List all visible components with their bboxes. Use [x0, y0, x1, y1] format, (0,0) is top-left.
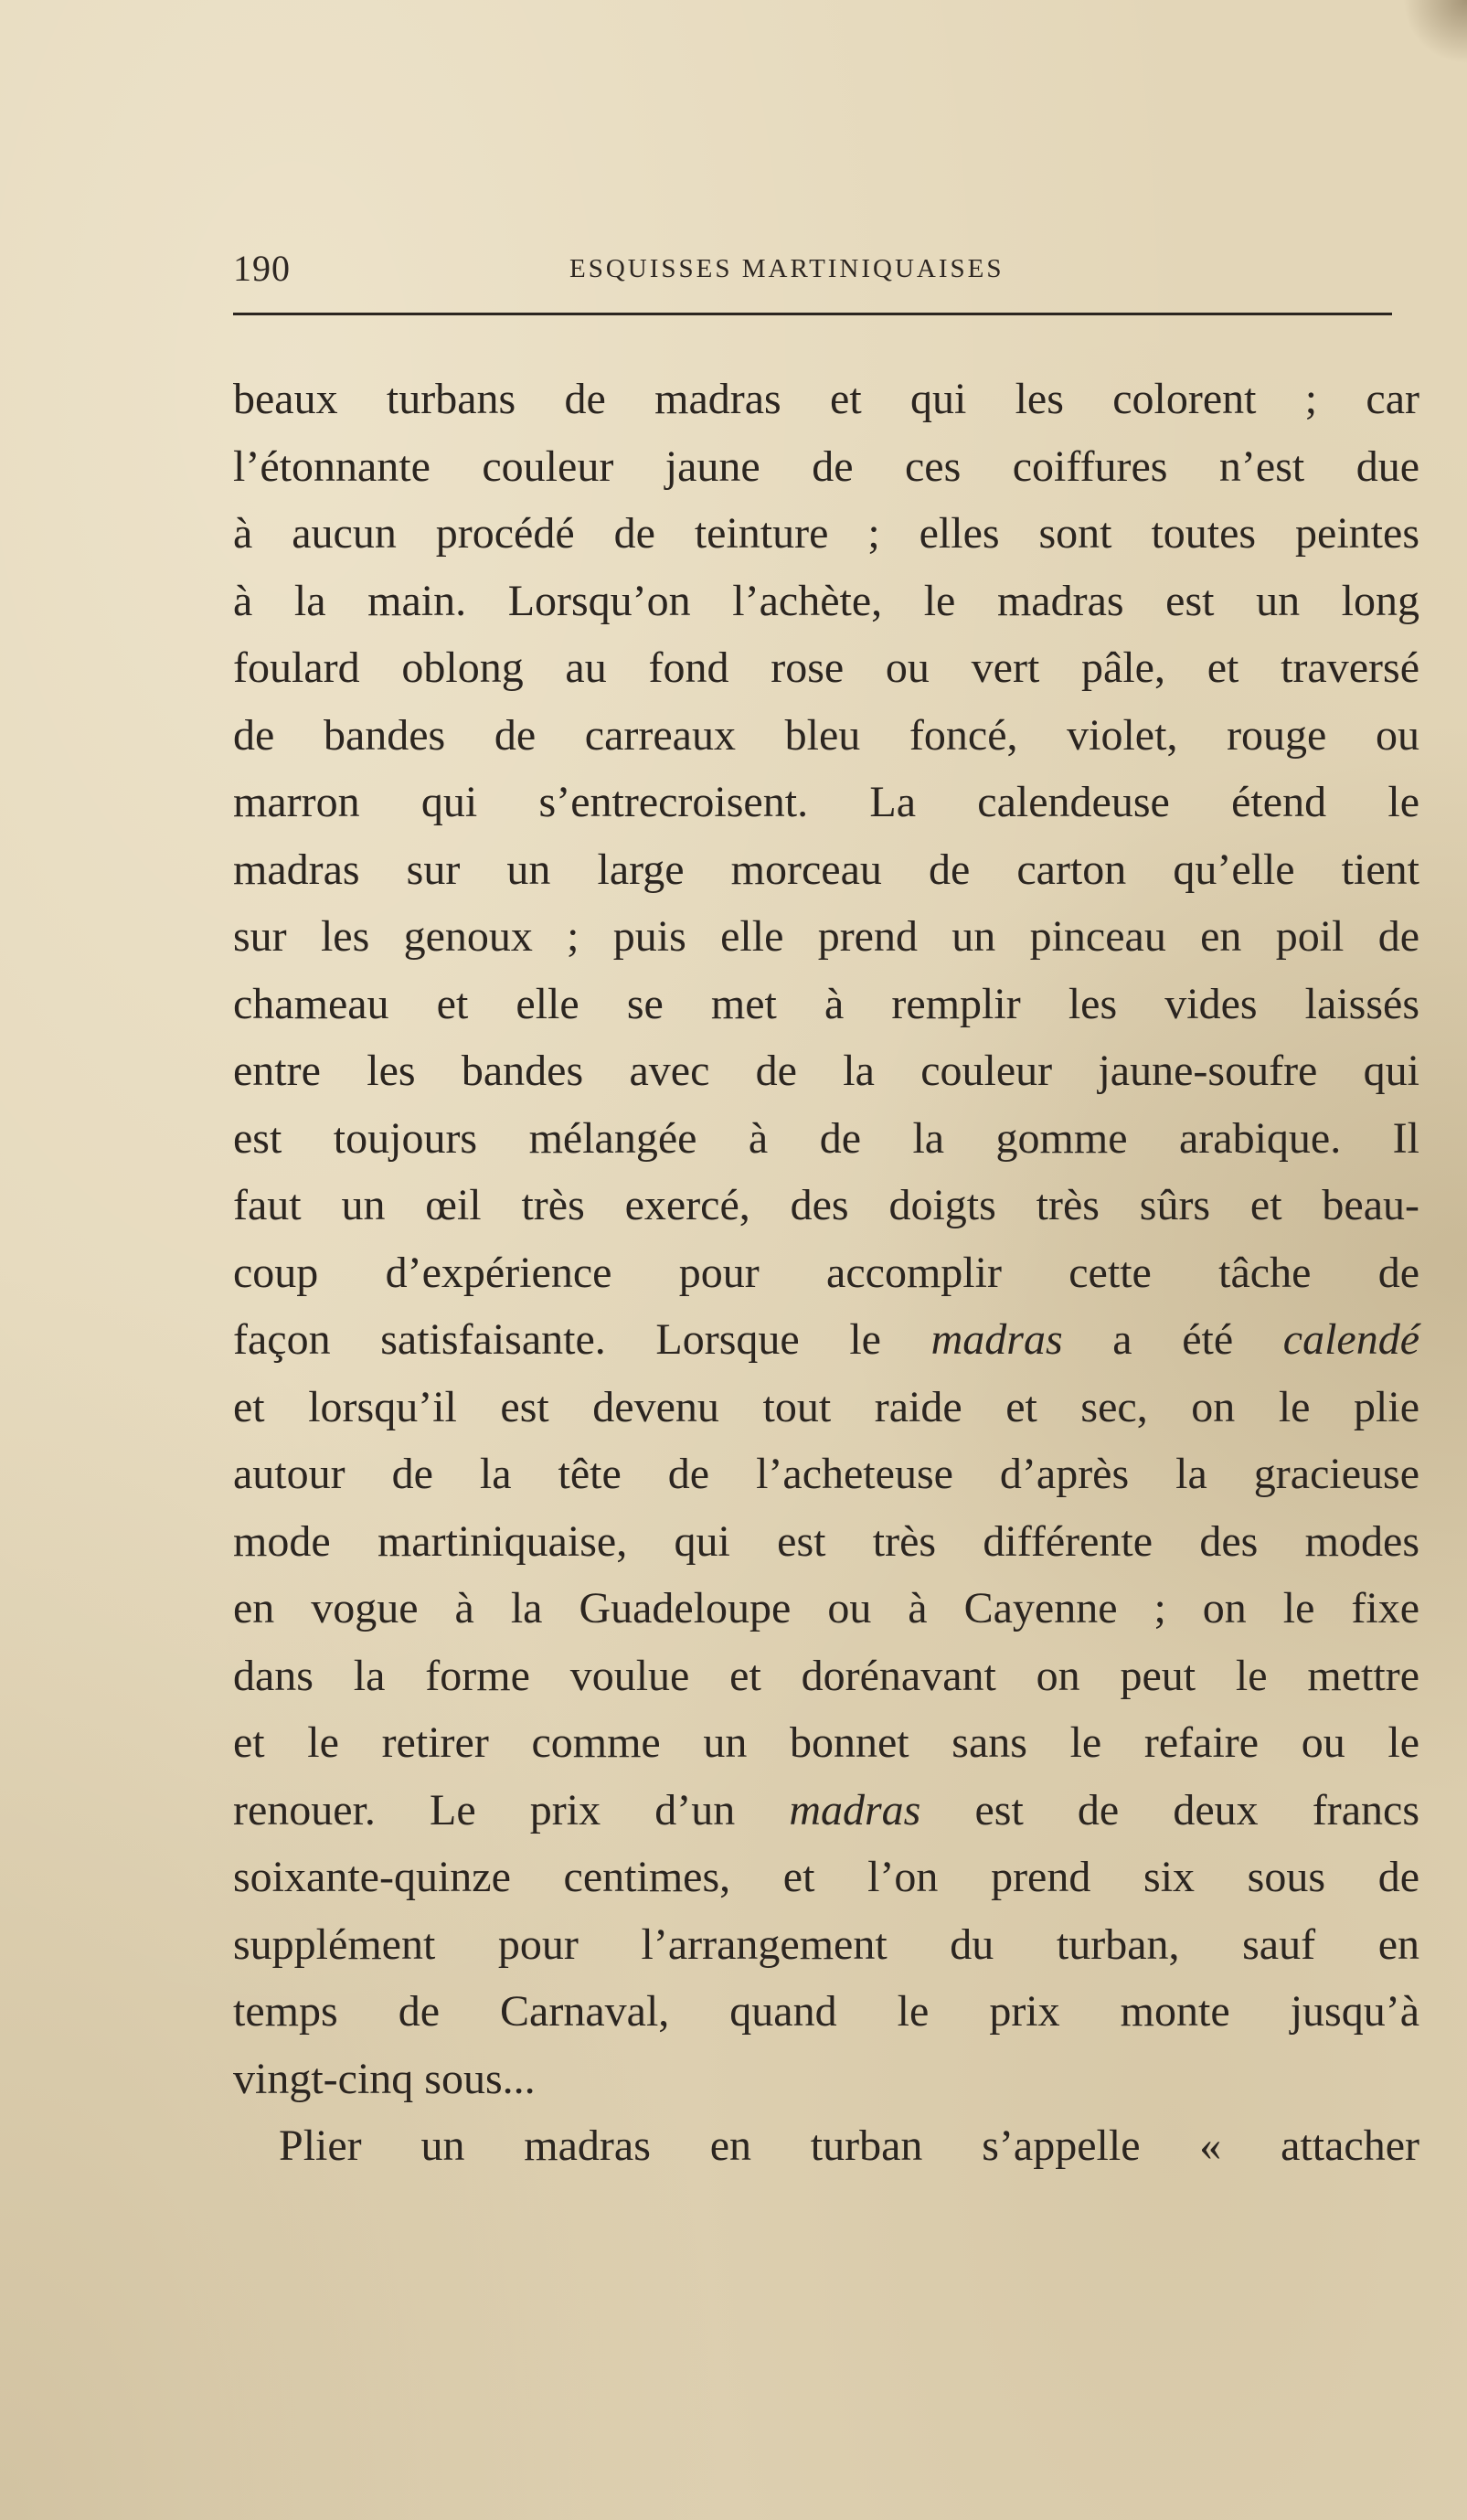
text-line: madras sur un large morceau de carton qu’elle tient — [233, 845, 1419, 894]
text-line: l’étonnante couleur jaune de ces coiffures n’est due — [233, 441, 1419, 491]
text-line: vingt-cinq sous... — [233, 2054, 536, 2103]
page-number: 190 — [233, 248, 291, 289]
text-line: de bandes de carreaux bleu foncé, violet, rouge ou — [233, 710, 1419, 760]
italic-word: madras — [930, 1315, 1063, 1364]
text-line: supplément pour l’arrangement du turban, sauf en — [233, 1919, 1419, 1969]
text-segment: façon satisfaisante. Lorsque le — [233, 1315, 931, 1364]
page-corner-stain — [1403, 0, 1467, 64]
text-line: foulard oblong au fond rose ou vert pâle, et traversé — [233, 643, 1419, 692]
text-line: et le retirer comme un bonnet sans le refaire ou le — [233, 1718, 1419, 1767]
text-line: à la main. Lorsqu’on l’achète, le madras est un long — [233, 576, 1419, 625]
text-line: faut un œil très exercé, des doigts très sûrs et beau- — [233, 1181, 1419, 1229]
text-line: dans la forme voulue et dorénavant on peut le mettre — [233, 1651, 1419, 1700]
text-line: soixante-quinze centimes, et l’on prend six sous de — [233, 1853, 1419, 1901]
text-line: entre les bandes avec de la couleur jaune-soufre qui — [233, 1047, 1419, 1095]
text-line: mode martiniquaise, qui est très différente des modes — [233, 1516, 1419, 1566]
text-line: et lorsqu’il est devenu tout raide et sec, on le plie — [233, 1382, 1419, 1431]
text-line: beaux turbans de madras et qui les colorent ; car — [233, 375, 1419, 423]
text-line: chameau et elle se met à remplir les vides laissés — [233, 979, 1419, 1028]
text-line: est toujours mélangée à de la gomme arabique. Il — [233, 1113, 1419, 1163]
header-rule — [233, 313, 1392, 315]
page-header — [233, 239, 1385, 294]
text-line: à aucun procédé de teinture ; elles sont toutes peintes — [233, 509, 1419, 558]
text-line: autour de la tête de l’acheteuse d’après la gracieuse — [233, 1450, 1419, 1498]
text-segment: renouer. Le prix d’un — [233, 1785, 790, 1834]
text-segment: a été — [1062, 1315, 1283, 1364]
text-line-with-italics — [233, 1777, 1419, 1845]
italic-word: calendé — [1282, 1315, 1420, 1364]
text-line-with-italics — [233, 1306, 1419, 1374]
text-line: coup d’expérience pour accomplir cette tâche de — [233, 1248, 1419, 1297]
text-line: en vogue à la Guadeloupe ou à Cayenne ; on le fixe — [233, 1584, 1419, 1632]
text-line: sur les genoux ; puis elle prend un pinceau en poil de — [233, 912, 1419, 961]
text-line: marron qui s’entrecroisent. La calendeuse étend le — [233, 778, 1419, 826]
text-segment: est de deux francs — [920, 1785, 1420, 1834]
running-title: ESQUISSES MARTINIQUAISES — [569, 254, 1005, 283]
text-line: temps de Carnaval, quand le prix monte jusqu’à — [233, 1987, 1419, 2036]
body-text — [233, 366, 1419, 2180]
text-line-indented: Plier un madras en turban s’appelle « attacher — [279, 2121, 1419, 2170]
italic-word: madras — [789, 1785, 921, 1834]
